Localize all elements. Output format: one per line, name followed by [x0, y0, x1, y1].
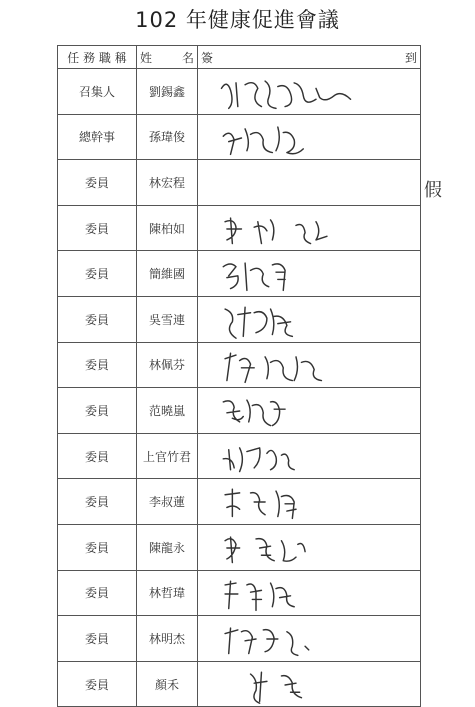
cell-position: 委員 [58, 570, 137, 616]
table-row [58, 433, 421, 479]
cell-name: 孫瑋俊 [137, 114, 198, 160]
cell-name: 林哲瑋 [137, 570, 198, 616]
header-signature [198, 46, 421, 69]
handwritten-signature [206, 619, 386, 659]
table-row [58, 251, 421, 297]
handwritten-signature [206, 346, 386, 386]
table-row [58, 661, 421, 707]
cell-name: 簡維國 [137, 251, 198, 297]
cell-position: 委員 [58, 479, 137, 525]
cell-position: 委員 [58, 251, 137, 297]
cell-name: 劉錫鑫 [137, 69, 198, 115]
cell-name: 陳龍永 [137, 524, 198, 570]
handwritten-signature [206, 574, 386, 614]
document-title: 102 年健康促進會議 [135, 8, 340, 32]
cell-signature [198, 479, 421, 525]
cell-name: 林宏程 [137, 160, 198, 206]
table-row [58, 114, 421, 160]
cell-position: 委員 [58, 205, 137, 251]
cell-signature [198, 524, 421, 570]
cell-signature [198, 69, 421, 115]
cell-name: 林明杰 [137, 616, 198, 662]
cell-signature [198, 570, 421, 616]
handwritten-signature [206, 209, 386, 249]
cell-signature [198, 616, 421, 662]
cell-signature [198, 251, 421, 297]
absence-note: 假 [424, 180, 442, 201]
handwritten-signature [206, 72, 386, 112]
table-row [58, 570, 421, 616]
cell-signature [198, 296, 421, 342]
cell-name: 顏禾 [137, 661, 198, 707]
cell-position: 委員 [58, 296, 137, 342]
cell-position: 委員 [58, 160, 137, 206]
cell-position: 總幹事 [58, 114, 137, 160]
table-header [58, 46, 421, 69]
table-row [58, 524, 421, 570]
cell-position: 委員 [58, 616, 137, 662]
cell-signature [198, 661, 421, 707]
cell-name: 范曉嵐 [137, 388, 198, 434]
table-row [58, 296, 421, 342]
header-name [137, 46, 198, 69]
header-position: 任 務 職 稱 [58, 46, 137, 69]
table-row [58, 388, 421, 434]
cell-name: 李叔蓮 [137, 479, 198, 525]
cell-name: 吳雪連 [137, 296, 198, 342]
cell-name: 林佩芬 [137, 342, 198, 388]
header-name-left: 姓 [140, 50, 153, 65]
table-row [58, 205, 421, 251]
table-row [58, 479, 421, 525]
cell-position: 委員 [58, 661, 137, 707]
cell-signature [198, 205, 421, 251]
table-row [58, 160, 421, 206]
cell-signature [198, 433, 421, 479]
handwritten-signature [206, 391, 386, 431]
handwritten-signature [206, 528, 386, 568]
header-sign-left: 簽 [201, 50, 214, 65]
header-sign-right: 到 [404, 50, 417, 65]
cell-signature [198, 160, 421, 206]
handwritten-signature [206, 437, 386, 477]
cell-position: 召集人 [58, 69, 137, 115]
table-row [58, 342, 421, 388]
table-row [58, 69, 421, 115]
attendance-table [57, 45, 421, 707]
handwritten-signature [206, 300, 386, 340]
table-row [58, 616, 421, 662]
cell-signature [198, 114, 421, 160]
cell-position: 委員 [58, 342, 137, 388]
cell-name: 上官竹君 [137, 433, 198, 479]
cell-name: 陳柏如 [137, 205, 198, 251]
header-name-right: 名 [181, 50, 194, 65]
cell-signature [198, 342, 421, 388]
cell-position: 委員 [58, 433, 137, 479]
cell-position: 委員 [58, 388, 137, 434]
cell-position: 委員 [58, 524, 137, 570]
handwritten-signature [206, 254, 386, 294]
cell-signature [198, 388, 421, 434]
handwritten-signature [206, 118, 386, 158]
handwritten-signature [206, 665, 386, 705]
handwritten-signature [206, 482, 386, 522]
